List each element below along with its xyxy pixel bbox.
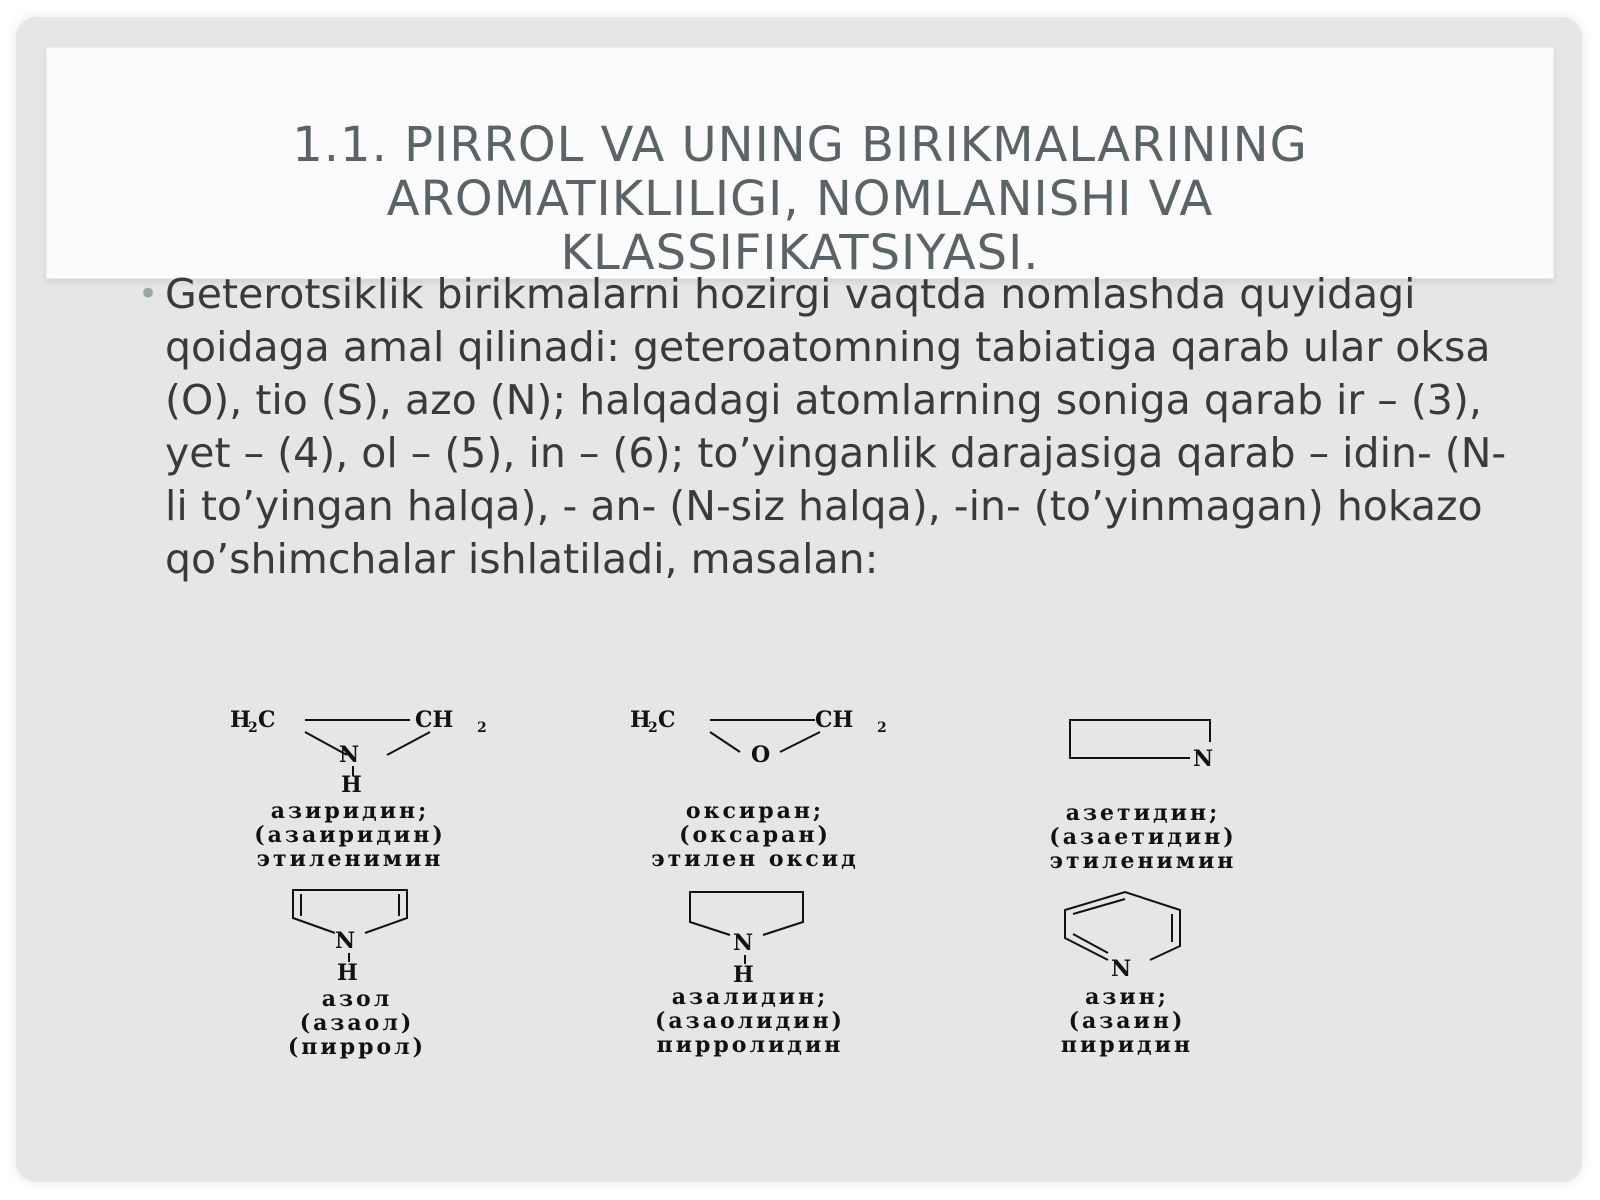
atom-n: N [339, 742, 360, 768]
structure-label: азалидин; [671, 984, 829, 1010]
structure-label: (пиррол) [287, 1034, 427, 1060]
atom-h: H [733, 962, 754, 988]
structure-label: азетидин; [1065, 800, 1221, 826]
chemical-structures-figure [215, 710, 1335, 1090]
structure-label: азиридин; [270, 798, 430, 824]
title-line-1: 1.1. PIRROL VA UNING BIRIKMALARINING [292, 117, 1308, 173]
structure-label: этиленимин [1049, 848, 1237, 874]
structure-label: (азаин) [1068, 1008, 1186, 1034]
title-box [46, 47, 1554, 279]
bond-line [1073, 899, 1125, 914]
atom-h: H [341, 772, 362, 798]
bond-line [690, 892, 803, 935]
atom-subscript: 2 [248, 720, 258, 736]
atom-n: N [335, 928, 356, 954]
bond-line [1065, 892, 1180, 960]
atom-subscript: 2 [648, 720, 658, 736]
structure-label: этиленимин [256, 846, 444, 872]
structure-label: азин; [1085, 984, 1169, 1010]
atom-h: H [630, 710, 651, 733]
structure-label: (оксаран) [679, 822, 831, 848]
structure-label: оксиран; [685, 798, 825, 824]
atom-ch: CH [415, 710, 454, 733]
bullet-text: Geterotsiklik birikmalarni hozirgi vaqtda nomlashda quyidagi qoidaga amal qilinadi: geteroatomning tabiatiga qarab ular oksa (O), tio (S), azo (N); halqadagi atomlarning soniga qarab ir – (3), yet – (4), ol – (5), in – (6); to’yinganlik darajasiga qarab – idin- (N-li to’yingan halqa), - an- (N-siz halqa), -in- (to’yinmagan) hokazo qo’shimchalar ishlatiladi, masalan: [165, 270, 1507, 583]
structure-label: пиридин [1060, 1032, 1194, 1058]
structure-label: (азаол) [299, 1010, 415, 1036]
atom-c: C [258, 710, 276, 733]
structure-label: этилен оксид [651, 846, 859, 872]
structure-label: (азаолидин) [655, 1008, 845, 1034]
bond-line [387, 732, 430, 755]
bond-line [293, 890, 407, 933]
structure-label: азол [321, 986, 393, 1012]
atom-n: N [733, 930, 754, 956]
atom-o: O [751, 742, 771, 768]
atom-ch: CH [815, 710, 854, 733]
slide-title [47, 118, 1553, 280]
atom-h: H [230, 710, 251, 733]
atom-c: C [658, 710, 676, 733]
structure-label: (азаетидин) [1049, 824, 1237, 850]
bond-line [710, 732, 740, 752]
bond-line [780, 732, 820, 752]
atom-h: H [337, 960, 358, 986]
bullet-paragraph [138, 268, 1525, 586]
bullet-icon: • [138, 274, 159, 314]
title-line-2: AROMATIKLILIGI, NOMLANISHI VA [386, 171, 1214, 227]
title-line-3: KLASSIFIKATSIYASI. [560, 225, 1040, 281]
atom-n: N [1193, 746, 1214, 772]
atom-n: N [1111, 956, 1132, 982]
structure-label: пирролидин [656, 1032, 844, 1058]
structure-label: (азаиридин) [254, 822, 446, 848]
atom-subscript: 2 [877, 720, 887, 736]
atom-subscript: 2 [477, 720, 487, 736]
bond-line [1070, 720, 1210, 758]
